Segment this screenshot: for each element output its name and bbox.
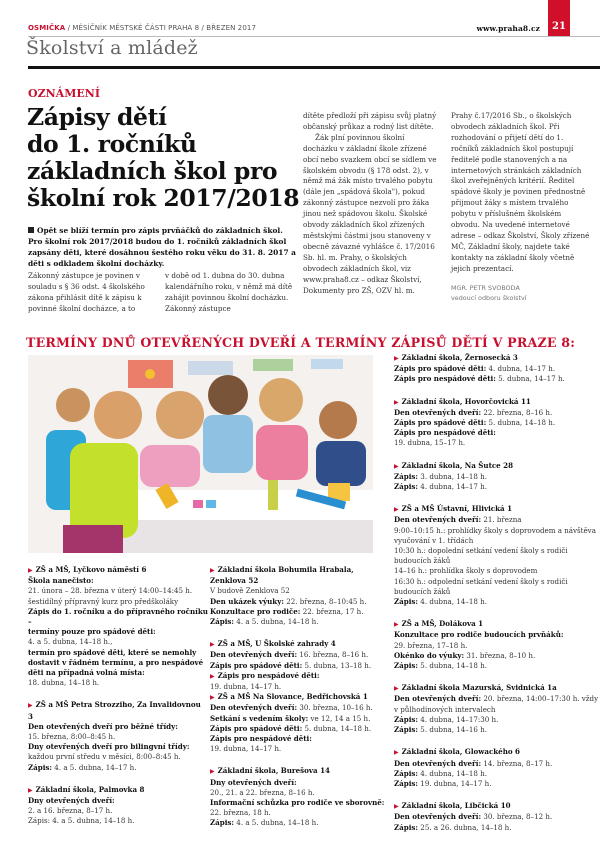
triangle-bullet-icon: ▶	[28, 786, 33, 794]
schedule-label: Informační schůzka pro rodiče ve sborovně:	[210, 798, 385, 808]
school-name	[394, 461, 599, 472]
schedule-value: 19. dubna, 15–17 h.	[394, 438, 466, 448]
website-link[interactable]: www.praha8.cz	[476, 24, 540, 33]
schedule-label: Zápis:	[394, 661, 419, 671]
school-name	[28, 565, 208, 576]
schedule-line	[394, 651, 599, 661]
schedule-line	[394, 694, 599, 714]
lead-text: Opět se blíží termín pro zápis prvňáčků do základních škol. Pro školní rok 2017/2018 budou do 1. ročníků základních škol zapsány děti, které dosáhnou šestého roku věku do 31. 8. 2017 a děti s odkladem školní docházky.	[28, 226, 296, 268]
schedule-line	[210, 661, 390, 671]
schedule-line	[394, 428, 599, 438]
schedule-line	[210, 788, 390, 798]
body-column-3	[303, 111, 441, 296]
schedule-line	[28, 678, 208, 688]
school-name	[394, 353, 599, 364]
school-name-text: Základní škola, Na Šutce 28	[401, 460, 514, 470]
body-paragraph: Prahy č.17/2016 Sb., o školských obvodech základních škol. Při rozhodování o přijetí dětí do 1. ročníků základních škol postupují ředitelé podle stanovených a na internetových stránkách základních škol zveřejněných kritérií. Ředitel spádové školy je povinen přednostně přijmout žáky s místem trvalého pobytu v příslušném školském obvodu. Na uvedené internetové adrese – odkaz Školství, Školy zřízené MČ, Základní školy, najdete také kontakty na základní školy včetně jejich prezentací.	[451, 111, 590, 273]
schedule-line	[28, 742, 208, 752]
children-drawing-illustration	[28, 355, 373, 553]
schedule-value: 22. března, 18 h.	[210, 808, 271, 818]
schedule-line	[394, 374, 599, 384]
headline-line: školní rok 2017/2018	[27, 184, 300, 212]
schedule-line	[210, 607, 390, 617]
magazine-brand: OSMIČKA	[28, 24, 66, 32]
school-entry	[210, 565, 390, 627]
schedule-line	[394, 482, 599, 492]
school-entry	[394, 461, 599, 493]
schedule-label: Zápis:	[394, 778, 419, 788]
school-entry	[210, 766, 390, 828]
headline-line: Zápisy dětí	[27, 103, 167, 131]
schedule-line	[210, 703, 390, 713]
school-name	[394, 747, 599, 758]
schedule-label: Konzultace pro rodiče budoucích prvňáků:	[394, 630, 564, 640]
schedule-value: Zápis: 4. a 5. dubna, 14–18 h.	[28, 816, 135, 826]
schedule-value: 4. dubna, 14–17:30 h.	[418, 714, 499, 724]
headline-line: základních škol pro	[27, 157, 278, 185]
schedule-line	[28, 732, 208, 742]
school-entry	[394, 397, 599, 449]
schedule-value: 2. a 16. března, 8–17 h.	[28, 806, 113, 816]
schedule-line	[394, 812, 599, 822]
schedule-value: 21. března	[481, 515, 522, 525]
schedule-line	[210, 586, 390, 596]
schedule-line	[394, 438, 599, 448]
school-entry	[28, 700, 208, 772]
schedule-line	[28, 627, 208, 637]
schedule-value: 18. dubna, 14–18 h.	[28, 678, 100, 688]
schedule-label: Zápis:	[210, 818, 235, 828]
school-name-text: ZŠ a MŠ Na Slovance, Bedřichovská 1	[217, 692, 368, 702]
schedule-label: Zápis:	[394, 768, 419, 778]
schedule-line	[394, 408, 599, 418]
school-name-text: ZŠ a MŠ Ústavní, Hlivická 1	[401, 504, 513, 514]
schedule-line	[394, 566, 599, 576]
schedule-label: Den otevřených dveří:	[210, 703, 298, 713]
schedule-line	[210, 734, 390, 744]
schools-list-right	[394, 353, 599, 845]
schedule-value: 5. dubna, 13–18 h.	[302, 660, 372, 670]
article-lead	[28, 225, 296, 269]
schedule-line	[210, 818, 390, 828]
schedule-value: 5. dubna, 14–16 h.	[418, 725, 487, 735]
author-name: MGR. PETR SVOBODA	[451, 283, 520, 292]
schedule-line	[210, 682, 390, 692]
schedule-value: 30. března, 10–16 h.	[297, 703, 373, 713]
schedule-line	[28, 816, 208, 826]
schedule-line	[394, 759, 599, 769]
schedule-label: Zápis:	[210, 617, 235, 627]
triangle-bullet-icon: ▶	[394, 398, 399, 406]
schedule-line	[394, 526, 599, 546]
schedule-value: 4. dubna, 14–17 h.	[418, 482, 487, 492]
schedule-label: termíny pouze pro spádové děti:	[28, 627, 156, 637]
schedule-line	[394, 597, 599, 607]
schedule-label: Den ukázek výuky:	[210, 596, 284, 606]
schedule-value: 21. února – 28. března v úterý 14:00–14:45 h. šestidílný přípravný kurz pro předškoláky	[28, 586, 193, 606]
schedule-value: 16:30 h.: odpolední setkání vedení školy s rodiči budoucích žáků	[394, 576, 568, 596]
schedule-label: Zápis:	[394, 822, 419, 832]
triangle-bullet-icon: ▶	[210, 768, 215, 776]
schedule-label: Den otevřených dveří:	[394, 758, 482, 768]
schedule-value: 14–16 h.: prohlídka školy s doprovodem	[394, 566, 538, 576]
school-name	[394, 683, 599, 694]
schools-list-middle	[210, 565, 390, 841]
school-name	[210, 692, 390, 703]
triangle-bullet-icon: ▶	[394, 803, 399, 811]
schedule-label: termín pro spádové děti, které se nemohly dostavit v řádném termínu, a pro nespádové děti na případná volná místa:	[28, 647, 204, 678]
school-name	[210, 639, 390, 650]
schedule-value: 4. dubna, 14–18 h.	[418, 768, 487, 778]
triangle-bullet-icon: ▶	[394, 685, 399, 693]
children-photo	[28, 355, 373, 553]
school-entry	[394, 747, 599, 789]
schedule-label: Okénko do výuky:	[394, 650, 465, 660]
schedule-value: 4. a 5. dubna, 14–18 h.	[234, 818, 319, 828]
school-name-text: ZŠ a MŠ, Lyčkovo náměstí 6	[35, 565, 147, 574]
schedule-value: 3. dubna, 14–18 h.	[418, 471, 487, 481]
school-name	[28, 700, 208, 721]
schedule-line	[394, 472, 599, 482]
schedule-label: Dny otevřených dveří pro bilingvní třídy:	[28, 742, 190, 752]
triangle-bullet-icon: ▶	[394, 355, 399, 362]
schedule-value: 22. března, 8–10:45 h.	[283, 596, 367, 606]
schedule-value: 14. března, 8–17 h.	[481, 758, 553, 768]
triangle-bullet-icon: ▶	[210, 567, 215, 574]
headline-line: do 1. ročníků	[27, 130, 197, 158]
schedule-label: Zápis pro spádové děti:	[394, 364, 487, 374]
triangle-bullet-icon: ▶	[394, 621, 399, 629]
school-name	[28, 785, 208, 796]
school-name	[394, 504, 599, 515]
schedule-label: Zápis pro nespádové děti:	[394, 428, 496, 438]
schedule-value: 4. dubna, 14–18 h.	[418, 597, 487, 607]
schedule-line	[394, 630, 599, 640]
schedule-line	[394, 661, 599, 671]
schedule-value: 19. dubna, 14–17 h.	[210, 744, 282, 754]
triangle-bullet-icon: ▶	[394, 749, 399, 757]
school-name-text: Základní škola, Glowackého 6	[401, 747, 520, 757]
schedule-label: Zápis:	[394, 714, 419, 724]
schedule-line	[210, 798, 390, 818]
schedule-label: Zápis:	[28, 762, 53, 772]
schedule-line	[210, 617, 390, 627]
school-entry	[394, 504, 599, 607]
schools-list-left	[28, 565, 208, 839]
triangle-bullet-icon: ▶	[28, 702, 33, 710]
schedule-line	[394, 515, 599, 525]
triangle-bullet-icon: ▶	[210, 672, 215, 680]
schedule-value: 29. března, 17–18 h.	[394, 640, 468, 650]
school-entry	[28, 785, 208, 827]
school-name-text: Základní škola, Žernosecká 3	[401, 353, 518, 362]
school-name	[210, 671, 390, 682]
schedule-label: Den otevřených dveří:	[394, 812, 482, 822]
schedule-label: Konzultace pro rodiče:	[210, 606, 301, 616]
body-paragraph: dítěte předloží při zápisu svůj platný občanský průkaz a rodný list dítěte.	[303, 111, 437, 131]
schedule-label: Zápis:	[394, 597, 419, 607]
schedule-value: 20., 21. a 22. března, 8–16 h.	[210, 787, 315, 797]
school-name-text: Základní škola Bohumila Hrabala, Zenklova 52	[210, 565, 354, 586]
section-rule	[28, 66, 600, 69]
schedule-line	[210, 650, 390, 660]
school-name-text: Základní škola, Libčická 10	[401, 801, 511, 811]
schedule-line	[28, 752, 208, 762]
schedule-line	[394, 779, 599, 789]
page-number: 21	[548, 0, 570, 36]
schedule-label: Zápis do 1. ročníku a do přípravného ročníku –	[28, 606, 208, 627]
schedule-value: každou první středu v měsíci, 8:00–8:45 h.	[28, 752, 181, 762]
schedule-line	[210, 724, 390, 734]
schedule-value: 22. března, 17 h.	[300, 606, 364, 616]
schedule-line	[28, 648, 208, 679]
schedule-line	[210, 714, 390, 724]
triangle-bullet-icon: ▶	[394, 462, 399, 470]
school-entry	[210, 671, 390, 692]
school-name	[210, 565, 390, 586]
school-name-text: Zápis pro nespádové děti:	[217, 670, 320, 680]
schedule-line	[394, 641, 599, 651]
schedule-value: 9:00–10:15 h.: prohlídky školy s doprovodem a návštěva vyučování v 1. třídách	[394, 525, 596, 545]
schedule-value: 19. dubna, 14–17 h.	[210, 682, 282, 692]
schedule-label: Zápis pro nespádové děti:	[394, 374, 496, 384]
body-column-1	[28, 271, 160, 315]
schedule-label: Den otevřených dveří:	[210, 650, 298, 660]
school-entry	[394, 619, 599, 671]
body-paragraph: Zákonný zástupce je povinen v souladu s § 36 odst. 4 školského zákona přihlásit dítě k zápisu k povinné školní docházce, a to	[28, 271, 145, 313]
schedule-label: Den otevřených dveří:	[394, 694, 482, 704]
school-entry	[394, 801, 599, 833]
schedule-line	[210, 778, 390, 788]
school-entry	[210, 692, 390, 754]
author-signature	[451, 283, 591, 303]
schedule-value: 5. dubna, 14–17 h.	[495, 374, 565, 384]
schedule-line	[28, 637, 208, 647]
schedule-value: 4. a 5. dubna, 14–17 h.	[52, 762, 137, 772]
schedule-line	[28, 576, 208, 586]
schedule-value: 16. března, 8–16 h.	[297, 650, 369, 660]
article-kicker: OZNÁMENÍ	[28, 87, 100, 100]
schedule-value: 5. dubna, 14–18 h.	[418, 661, 487, 671]
schedule-line	[28, 796, 208, 806]
author-role: vedoucí odboru školství	[451, 293, 527, 302]
schedule-line	[394, 725, 599, 735]
schedule-label: Zápis:	[394, 471, 419, 481]
schedule-line	[394, 364, 599, 374]
schedule-label: Setkání s vedením školy:	[210, 713, 309, 723]
schedule-label: Zápis:	[394, 482, 419, 492]
school-name-text: ZŠ a MŠ Petra Strozziho, Za Invalidovnou 3	[28, 700, 201, 721]
schedule-line	[394, 577, 599, 597]
schedule-banner: TERMÍNY DNŮ OTEVŘENÝCH DVEŘÍ A TERMÍNY ZÁPISŮ DĚTÍ V PRAZE 8:	[26, 335, 576, 350]
school-name-text: ZŠ a MŠ, U Školské zahrady 4	[217, 639, 336, 649]
triangle-bullet-icon: ▶	[394, 506, 399, 514]
schedule-label: Zápis pro spádové děti:	[210, 660, 303, 670]
schedule-value: 4. dubna, 14–17 h.	[486, 364, 556, 374]
schedule-line	[28, 607, 208, 627]
schedule-line	[394, 715, 599, 725]
schedule-value: 30. března, 8–12 h.	[481, 812, 553, 822]
schedule-value: 19. dubna, 14–17 h.	[418, 778, 492, 788]
schedule-line	[394, 546, 599, 566]
schedule-line	[394, 823, 599, 833]
schedule-line	[28, 763, 208, 773]
schedule-value: 10:30 h.: dopolední setkání vedení školy s rodiči budoucích žáků	[394, 546, 568, 566]
schedule-value: 22. března, 8–16 h.	[481, 407, 553, 417]
school-entry	[210, 639, 390, 671]
triangle-bullet-icon: ▶	[28, 567, 33, 574]
schedule-label: Zápis:	[394, 725, 419, 735]
schedule-value: 4. a 5. dubna, 14–18 h.	[234, 617, 319, 627]
schedule-value: 5. dubna, 14–18 h.	[302, 723, 372, 733]
school-name-text: Základní škola, Burešova 14	[217, 766, 330, 776]
article-headline	[27, 104, 302, 212]
schedule-value: 25. a 26. dubna, 14–18 h.	[418, 822, 512, 832]
school-entry	[394, 353, 599, 385]
school-name	[210, 766, 390, 777]
school-entry	[28, 565, 208, 688]
triangle-bullet-icon: ▶	[210, 694, 215, 702]
square-bullet-icon	[28, 227, 34, 233]
body-paragraph: Žák plní povinnou školní docházku v základní škole zřízené obcí nebo svazkem obcí se sídlem ve školském obvodu (§ 178 odst. 2), v němž má žák místo trvalého pobytu (dále jen „spádová škola"), pokud zákonný zástupce nezvolí pro žáka jinou než spádovou školu. Školské obvody základních škol zřízených městskými částmi jsou stanoveny v obecně závazné vyhlášce č. 17/2016 Sb. hl. m. Prahy, o školských obvodech základních škol, viz www.praha8.cz – odkaz Školství, Dokumenty pro ZŠ, OZV hl. m.	[303, 132, 437, 295]
schedule-line	[28, 586, 208, 606]
school-name	[394, 397, 599, 408]
body-paragraph: v době od 1. dubna do 30. dubna kalendářního roku, v němž má dítě zahájit povinnou školní docházku. Zákonný zástupce	[165, 271, 293, 313]
schedule-value: V budově Zenklova 52	[210, 586, 290, 596]
schedule-line	[394, 418, 599, 428]
schedule-line	[210, 597, 390, 607]
schedule-label: Den otevřených dveří:	[394, 515, 482, 525]
school-name-text: Základní škola, Hovorčovická 11	[401, 396, 531, 406]
schedule-label: Dny otevřených dveří:	[210, 777, 297, 787]
schedule-value: 5. dubna, 14–18 h.	[486, 418, 556, 428]
school-name-text: ZŠ a MŠ, Dolákova 1	[401, 619, 484, 629]
schedule-value: 15. března, 8:00–8:45 h.	[28, 732, 116, 742]
school-name	[394, 619, 599, 630]
school-entry	[394, 683, 599, 735]
school-name-text: Základní škola, Palmovka 8	[35, 784, 145, 794]
schedule-line	[28, 722, 208, 732]
school-name	[394, 801, 599, 812]
schedule-line	[28, 806, 208, 816]
school-name-text: Základní škola Mazurská, Svidnická 1a	[401, 683, 557, 693]
schedule-label: Škola nanečisto:	[28, 576, 94, 586]
running-header	[28, 24, 572, 36]
schedule-value: 31. března, 8–10 h.	[464, 650, 536, 660]
body-column-2	[165, 271, 297, 315]
schedule-label: Dny otevřených dveří:	[28, 796, 115, 806]
schedule-label: Den otevřených dveří pro běžné třídy:	[28, 721, 178, 731]
schedule-value: ve 12, 14 a 15 h.	[308, 713, 371, 723]
schedule-label: Zápis pro spádové děti:	[210, 723, 303, 733]
schedule-line	[210, 744, 390, 754]
runner-text: / MĚSÍČNÍK MĚSTSKÉ ČÁSTI PRAHA 8 / BŘEZEN 2017	[65, 24, 256, 32]
schedule-label: Den otevřených dveří:	[394, 407, 482, 417]
schedule-value: 20. března, 14:00–17:30 h. vždy v půlhodinových intervalech	[394, 694, 599, 714]
schedule-label: Zápis pro spádové děti:	[394, 418, 487, 428]
schedule-label: Zápis pro nespádové děti:	[210, 734, 312, 744]
schedule-value: 4. a 5. dubna, 14–18 h.,	[28, 637, 113, 647]
schedule-line	[394, 769, 599, 779]
body-column-4	[451, 111, 591, 303]
section-title: Školství a mládež	[26, 37, 198, 59]
triangle-bullet-icon: ▶	[210, 641, 215, 649]
